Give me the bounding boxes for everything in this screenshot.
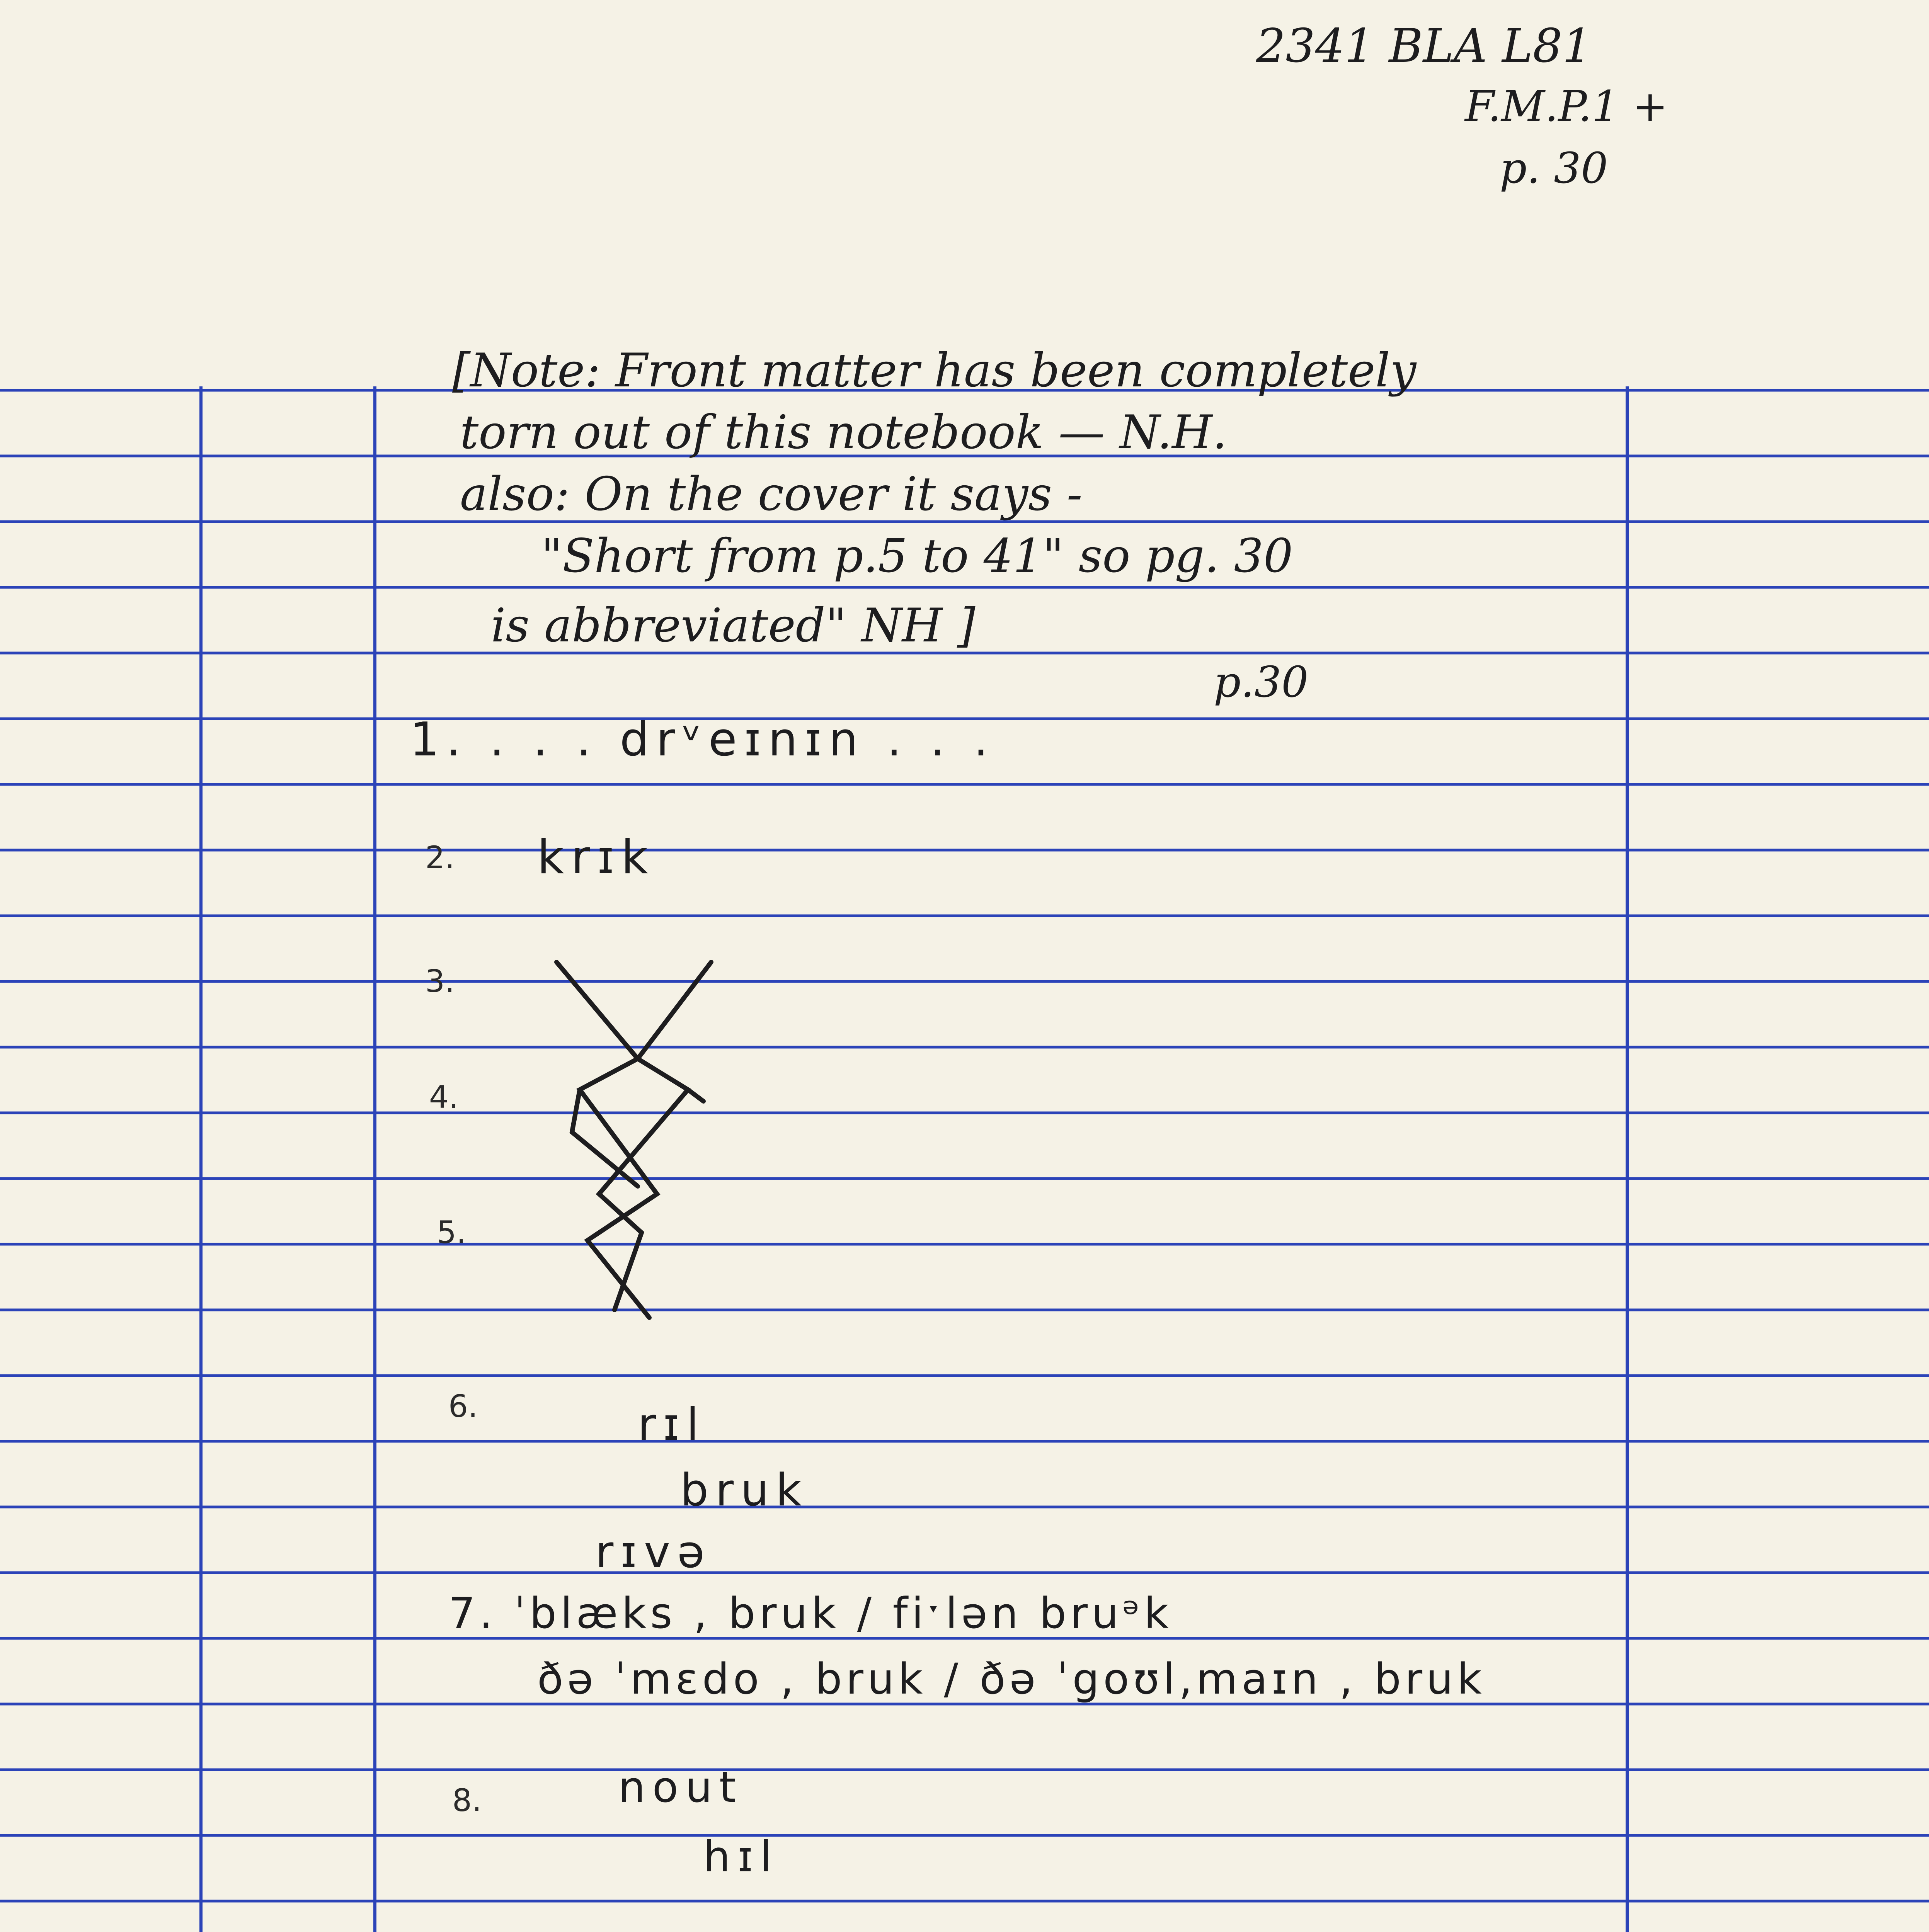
note-line-1: [Note: Front matter has been completely: [452, 344, 1417, 398]
note-line-3: also: On the cover it says -: [460, 468, 1083, 521]
entry-6-number: 6.: [448, 1388, 478, 1424]
entry-6-line-3: rɪvə: [595, 1526, 712, 1578]
entry-3-number: 3.: [425, 963, 455, 999]
catalog-number: 2341 BLA L81: [1256, 19, 1592, 73]
note-line-2: torn out of this notebook — N.H.: [460, 406, 1227, 459]
entry-2-number: 2.: [425, 840, 455, 876]
note-line-4: "Short from p.5 to 41" so pg. 30: [541, 529, 1293, 583]
crossed-lines-drawing: [541, 947, 734, 1325]
catalog-reference: F.M.P.1 +: [1465, 82, 1668, 131]
entry-2: krɪk: [537, 831, 655, 884]
entry-6-line-1: rɪl: [638, 1399, 706, 1451]
entry-5-number: 5.: [437, 1214, 467, 1250]
catalog-page: p. 30: [1500, 143, 1608, 193]
entry-8-number: 8.: [452, 1782, 482, 1818]
entry-6-line-2: bruk: [680, 1464, 809, 1516]
entry-8-line-2: hɪl: [703, 1832, 779, 1881]
note-line-5: is abbreviated" NH ]: [491, 599, 976, 653]
entry-4-number: 4.: [429, 1079, 459, 1115]
entry-7-line-2: ðə ˈmɛdo , bruk / ðə ˈgoʊl,maɪn , bruk: [537, 1654, 1486, 1704]
entry-8-line-1: nout: [618, 1762, 743, 1812]
entry-7-line-1: 7. ˈblæks , bruk / fiˑlən bruᵊk: [448, 1588, 1173, 1638]
entry-1: 1. . . . drᵛeɪnɪn . . .: [410, 713, 996, 767]
page-label: p.30: [1214, 657, 1309, 707]
